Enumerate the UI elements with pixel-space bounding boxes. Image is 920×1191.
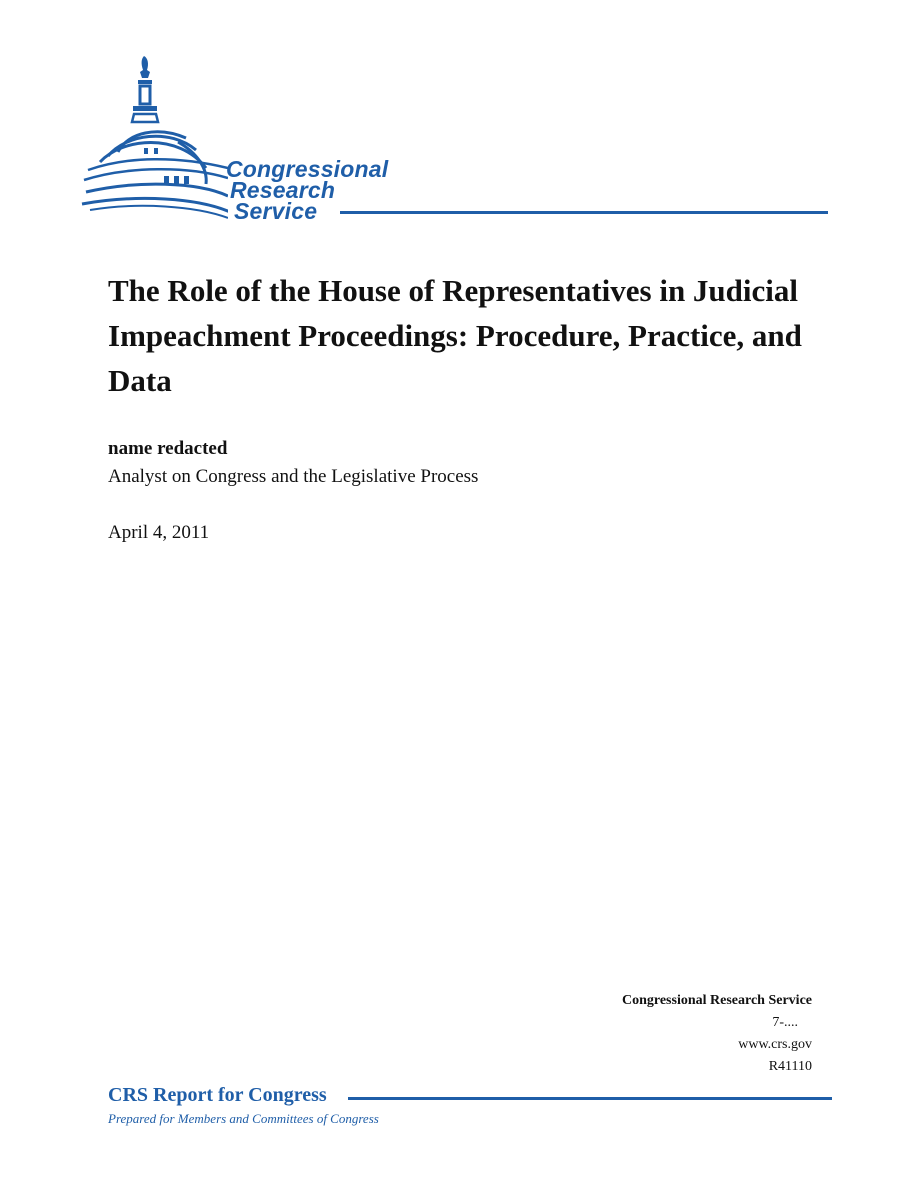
report-number: R41110 bbox=[768, 1059, 812, 1074]
crs-website-link[interactable]: www.crs.gov bbox=[738, 1037, 812, 1052]
footer-report-title: CRS Report for Congress bbox=[108, 1084, 327, 1106]
logo-line-service: Service bbox=[234, 198, 318, 224]
logo-line-congressional: Congressional bbox=[226, 156, 389, 182]
crs-phone: 7-.... bbox=[772, 1015, 798, 1030]
footer-subtitle: Prepared for Members and Committees of Congress bbox=[108, 1111, 379, 1126]
author-role: Analyst on Congress and the Legislative Process bbox=[108, 466, 479, 487]
capitol-dome-icon bbox=[78, 52, 228, 222]
logo-rule bbox=[340, 211, 828, 214]
logo-line-research: Research bbox=[230, 177, 336, 203]
footer-rule bbox=[348, 1097, 832, 1100]
crs-logo bbox=[78, 52, 838, 227]
crs-contact-block bbox=[622, 990, 812, 1078]
author-name: name redacted bbox=[108, 438, 228, 459]
crs-org-name: Congressional Research Service bbox=[621, 993, 812, 1008]
report-date: April 4, 2011 bbox=[108, 522, 210, 543]
page-title: The Role of the House of Representatives in Judicial Impeachment Proceedings: Procedure, Practice, and Data bbox=[108, 273, 802, 398]
report-footer bbox=[108, 1084, 832, 1134]
